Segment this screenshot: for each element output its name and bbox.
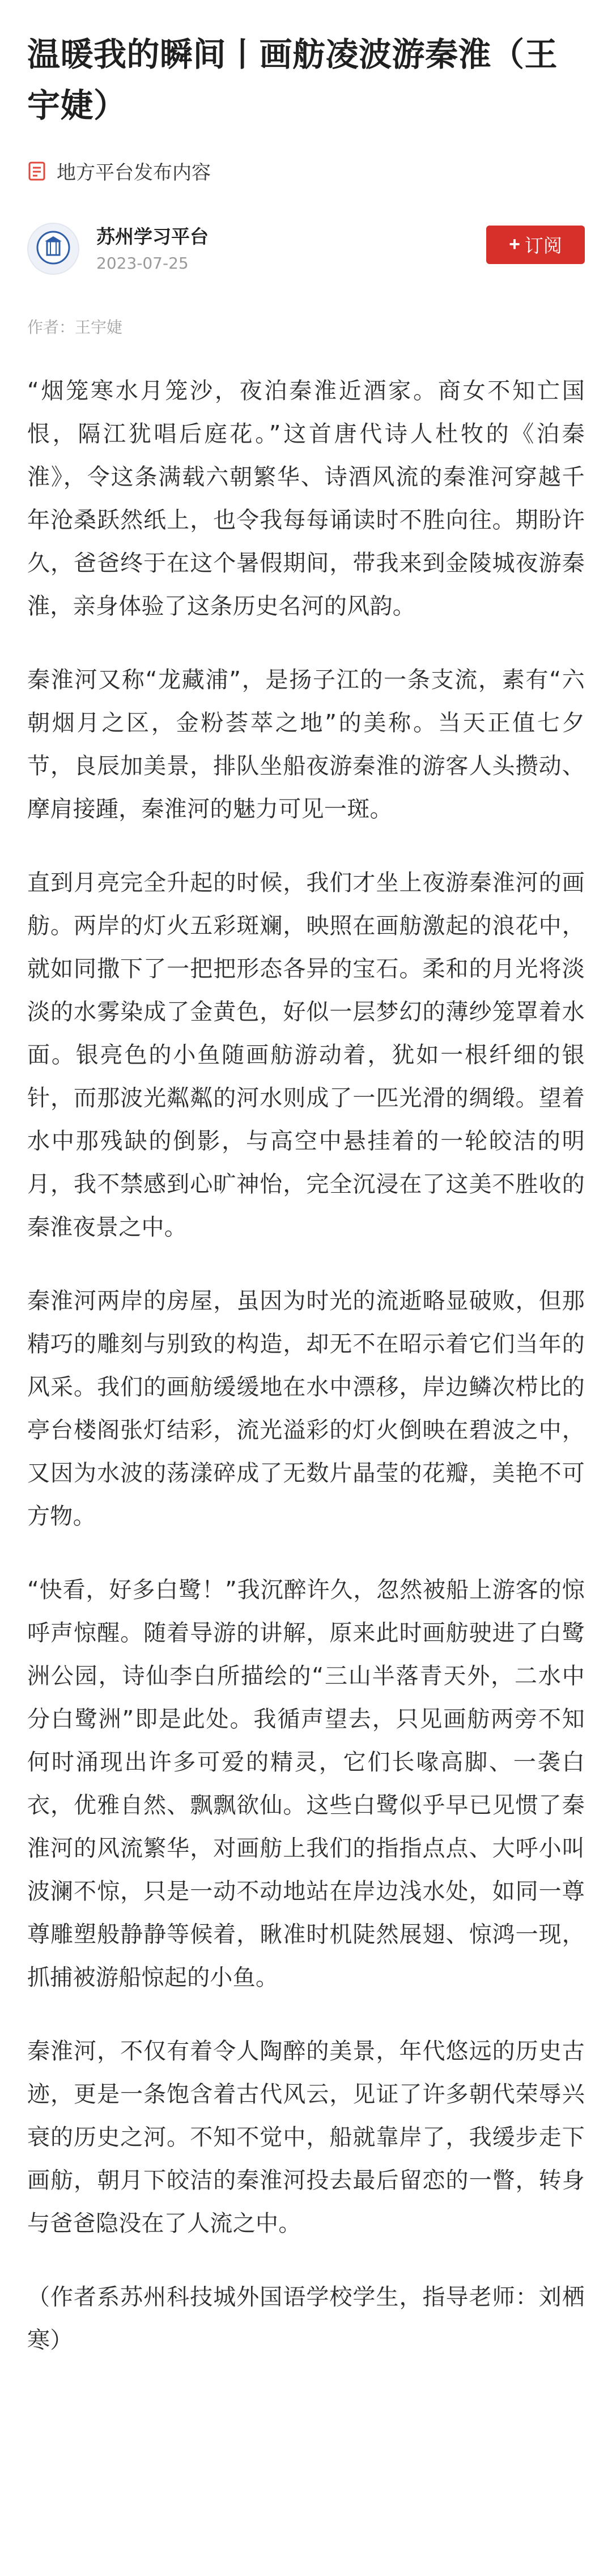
paragraph: “烟笼寒水月笼沙，夜泊秦淮近酒家。商女不知亡国恨，隔江犹唱后庭花。”这首唐代诗人杜牧的《泊秦淮》，令这条满载六朝繁华、诗酒风流的秦淮河穿越千年沧桑跃然纸上，也令我每每诵读时不胜向往。期盼许久，爸爸终于在这个暑假期间，带我来到金陵城夜游秦淮，亲身体验了这条历史名河的风韵。 [27,377,585,619]
avatar[interactable] [27,223,79,275]
author-name[interactable]: 苏州学习平台 [96,225,209,248]
byline [27,315,585,338]
article-title: 温暖我的瞬间丨画舫凌波游秦淮（王宇婕） [27,35,558,125]
paragraph: 秦淮河又称“龙藏浦”，是扬子江的一条支流，素有“六朝烟月之区，金粉荟萃之地”的美称。当天正值七夕节，良辰加美景，排队坐船夜游秦淮的游客人头攒动、摩肩接踵，秦淮河的魅力可见一斑。 [27,666,585,822]
article-body [27,369,585,2362]
source-label: 地方平台发布内容 [57,161,211,185]
paragraph: 秦淮河，不仅有着令人陶醉的美景，年代悠远的历史古迹，更是一条饱含着古代风云，见证了许多朝代荣辱兴衰的历史之河。不知不觉中，船就靠岸了，我缓步走下画舫，朝月下皎洁的秦淮河投去最后留恋的一瞥，转身与爸爸隐没在了人流之中。 [27,2038,585,2237]
author-note: （作者系苏州科技城外国语学校学生，指导老师：刘栖寒） [27,2284,585,2353]
subscribe-label: 订阅 [524,235,562,257]
author-meta [96,225,209,273]
source-row [27,158,585,185]
publish-date: 2023-07-25 [96,253,189,273]
paragraph: 直到月亮完全升起的时候，我们才坐上夜游秦淮河的画舫。两岸的灯火五彩斑斓，映照在画舫激起的浪花中，就如同撒下了一把把形态各异的宝石。柔和的月光将淡淡的水雾染成了金黄色，好似一层梦幻的薄纱笼罩着水面。银亮色的小鱼随画舫游动着，犹如一根纤细的银针，而那波光粼粼的河水则成了一匹光滑的绸缎。望着水中那残缺的倒影，与高空中悬挂着的一轮皎洁的明月，我不禁感到心旷神怡，完全沉浸在了这美不胜收的秦淮夜景之中。 [27,869,585,1240]
platform-logo-icon [36,230,71,267]
byline-prefix: 作者： [27,317,75,337]
author-bar [27,218,585,280]
byline-author: 王宇婕 [75,317,123,337]
paragraph: “快看，好多白鹭！”我沉醉许久，忽然被船上游客的惊呼声惊醒。随着导游的讲解，原来此时画舫驶进了白鹭洲公园，诗仙李白所描绘的“三山半落青天外，二水中分白鹭洲”即是此处。我循声望去，只见画舫两旁不知何时涌现出许多可爱的精灵，它们长喙高脚、一袭白衣，优雅自然、飘飘欲仙。这些白鹭似乎早已见惯了秦淮河的风流繁华，对画舫上我们的指指点点、大呼小叫波澜不惊，只是一动不动地站在岸边浅水处，如同一尊尊雕塑般静静等候着，瞅准时机陡然展翅、惊鸿一现，抓捕被游船惊起的小鱼。 [27,1576,585,1991]
paragraph: 秦淮河两岸的房屋，虽因为时光的流逝略显破败，但那精巧的雕刻与别致的构造，却无不在昭示着它们当年的风采。我们的画舫缓缓地在水中漂移，岸边鳞次栉比的亭台楼阁张灯结彩，流光溢彩的灯火倒映在碧波之中，又因为水波的荡漾碎成了无数片晶莹的花瓣，美艳不可方物。 [27,1287,585,1529]
document-badge-icon [27,161,46,181]
subscribe-button[interactable] [486,226,585,264]
plus-icon: + [509,233,520,256]
